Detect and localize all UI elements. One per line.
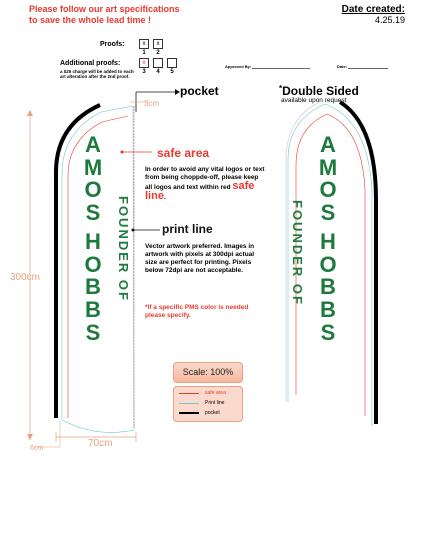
- legend-print-swatch: [179, 403, 199, 404]
- safe-line-text: safe line: [145, 180, 255, 202]
- legend-safe-swatch: [179, 393, 199, 394]
- approved-by-label: Approved By:: [225, 64, 252, 69]
- letter: O: [84, 251, 102, 277]
- height-label: 300cm: [10, 272, 41, 283]
- letter: S: [320, 200, 336, 226]
- bottom-label: 6cm: [30, 445, 44, 452]
- date-created-label: Date created:: [341, 4, 405, 15]
- legend-pocket-swatch: [179, 412, 199, 414]
- letter: O: [319, 251, 337, 277]
- legend-print-label: Print line: [205, 400, 225, 406]
- width-label: 70cm: [88, 438, 113, 449]
- proof-number-1: 1: [142, 50, 146, 56]
- letter: S: [85, 319, 101, 345]
- letter: B: [85, 296, 101, 322]
- available-upon-request: available upon request: [281, 97, 347, 104]
- proof-number-5: 5: [170, 69, 174, 75]
- pms-note: *If a specific PMS color is needed please specify.: [145, 304, 249, 319]
- legend-safe-label: safe area: [205, 390, 226, 396]
- proof-number-4: 4: [156, 69, 160, 75]
- date-created-value: 4.25.19: [374, 15, 405, 25]
- letter: H: [85, 228, 101, 254]
- safe-area-text: In order to avoid any vital logos or text from being choppde-off, please keep all logos and text within red: [145, 166, 265, 191]
- proof-checkbox-2[interactable]: x: [153, 39, 163, 49]
- additional-proofs-label: Additional proofs:: [60, 60, 121, 67]
- letter: O: [319, 177, 337, 203]
- charge-note: a $25 charge will be added to each art alteration after the 2nd proof.: [60, 69, 134, 79]
- left-flag-vertical-text: FOUNDER OF: [116, 196, 131, 302]
- letter: A: [320, 132, 336, 157]
- legend-safe-area: [179, 390, 226, 396]
- double-sided-star: *: [279, 84, 283, 93]
- safe-area-heading: safe area: [157, 146, 210, 160]
- letter: B: [320, 274, 336, 300]
- letter: S: [85, 200, 101, 226]
- proof-number-3: 3: [142, 69, 146, 75]
- pocket-width-label: 3cm: [144, 99, 160, 108]
- safe-area-description: In order to avoid any vital logos or text from being choppde-off, please keep all logos and text within red safe line.: [145, 166, 265, 202]
- letter: H: [320, 228, 336, 254]
- proof-checkbox-1[interactable]: x: [139, 39, 149, 49]
- letter: B: [320, 296, 336, 322]
- letter: M: [318, 154, 338, 180]
- letter: A: [85, 132, 101, 157]
- pocket-label: pocket: [180, 84, 219, 98]
- left-flag-main-text: [80, 134, 106, 344]
- legend-box: [173, 386, 243, 422]
- print-line-heading: print line: [162, 222, 213, 236]
- legend-pocket: [179, 410, 220, 416]
- print-line-description: Vector artwork preferred. Images in artwork with pixels at 300dpi actual size are perfect for printing. Pixels below 72dpi are not acceptable.: [145, 243, 255, 274]
- legend-print-line: [179, 400, 224, 406]
- notice-line-2: to save the whole lead time !: [29, 15, 152, 25]
- scale-button[interactable]: Scale: 100%: [173, 362, 243, 383]
- proof-checkbox-3[interactable]: x: [139, 58, 149, 68]
- letter: B: [85, 274, 101, 300]
- proof-number-2: 2: [156, 50, 160, 56]
- proofs-label: Proofs:: [100, 41, 125, 48]
- double-sided-text: Double Sided: [282, 84, 359, 98]
- legend-pocket-label: pocket: [205, 410, 220, 416]
- right-flag-main-text: [315, 134, 341, 344]
- right-flag-vertical-text: FOUNDER OF: [290, 200, 305, 306]
- signoff-date-label: Date:: [337, 64, 348, 69]
- letter: M: [83, 154, 103, 180]
- letter: S: [320, 319, 336, 345]
- notice-line-1: Please follow our art specifications: [29, 4, 180, 14]
- letter: O: [84, 177, 102, 203]
